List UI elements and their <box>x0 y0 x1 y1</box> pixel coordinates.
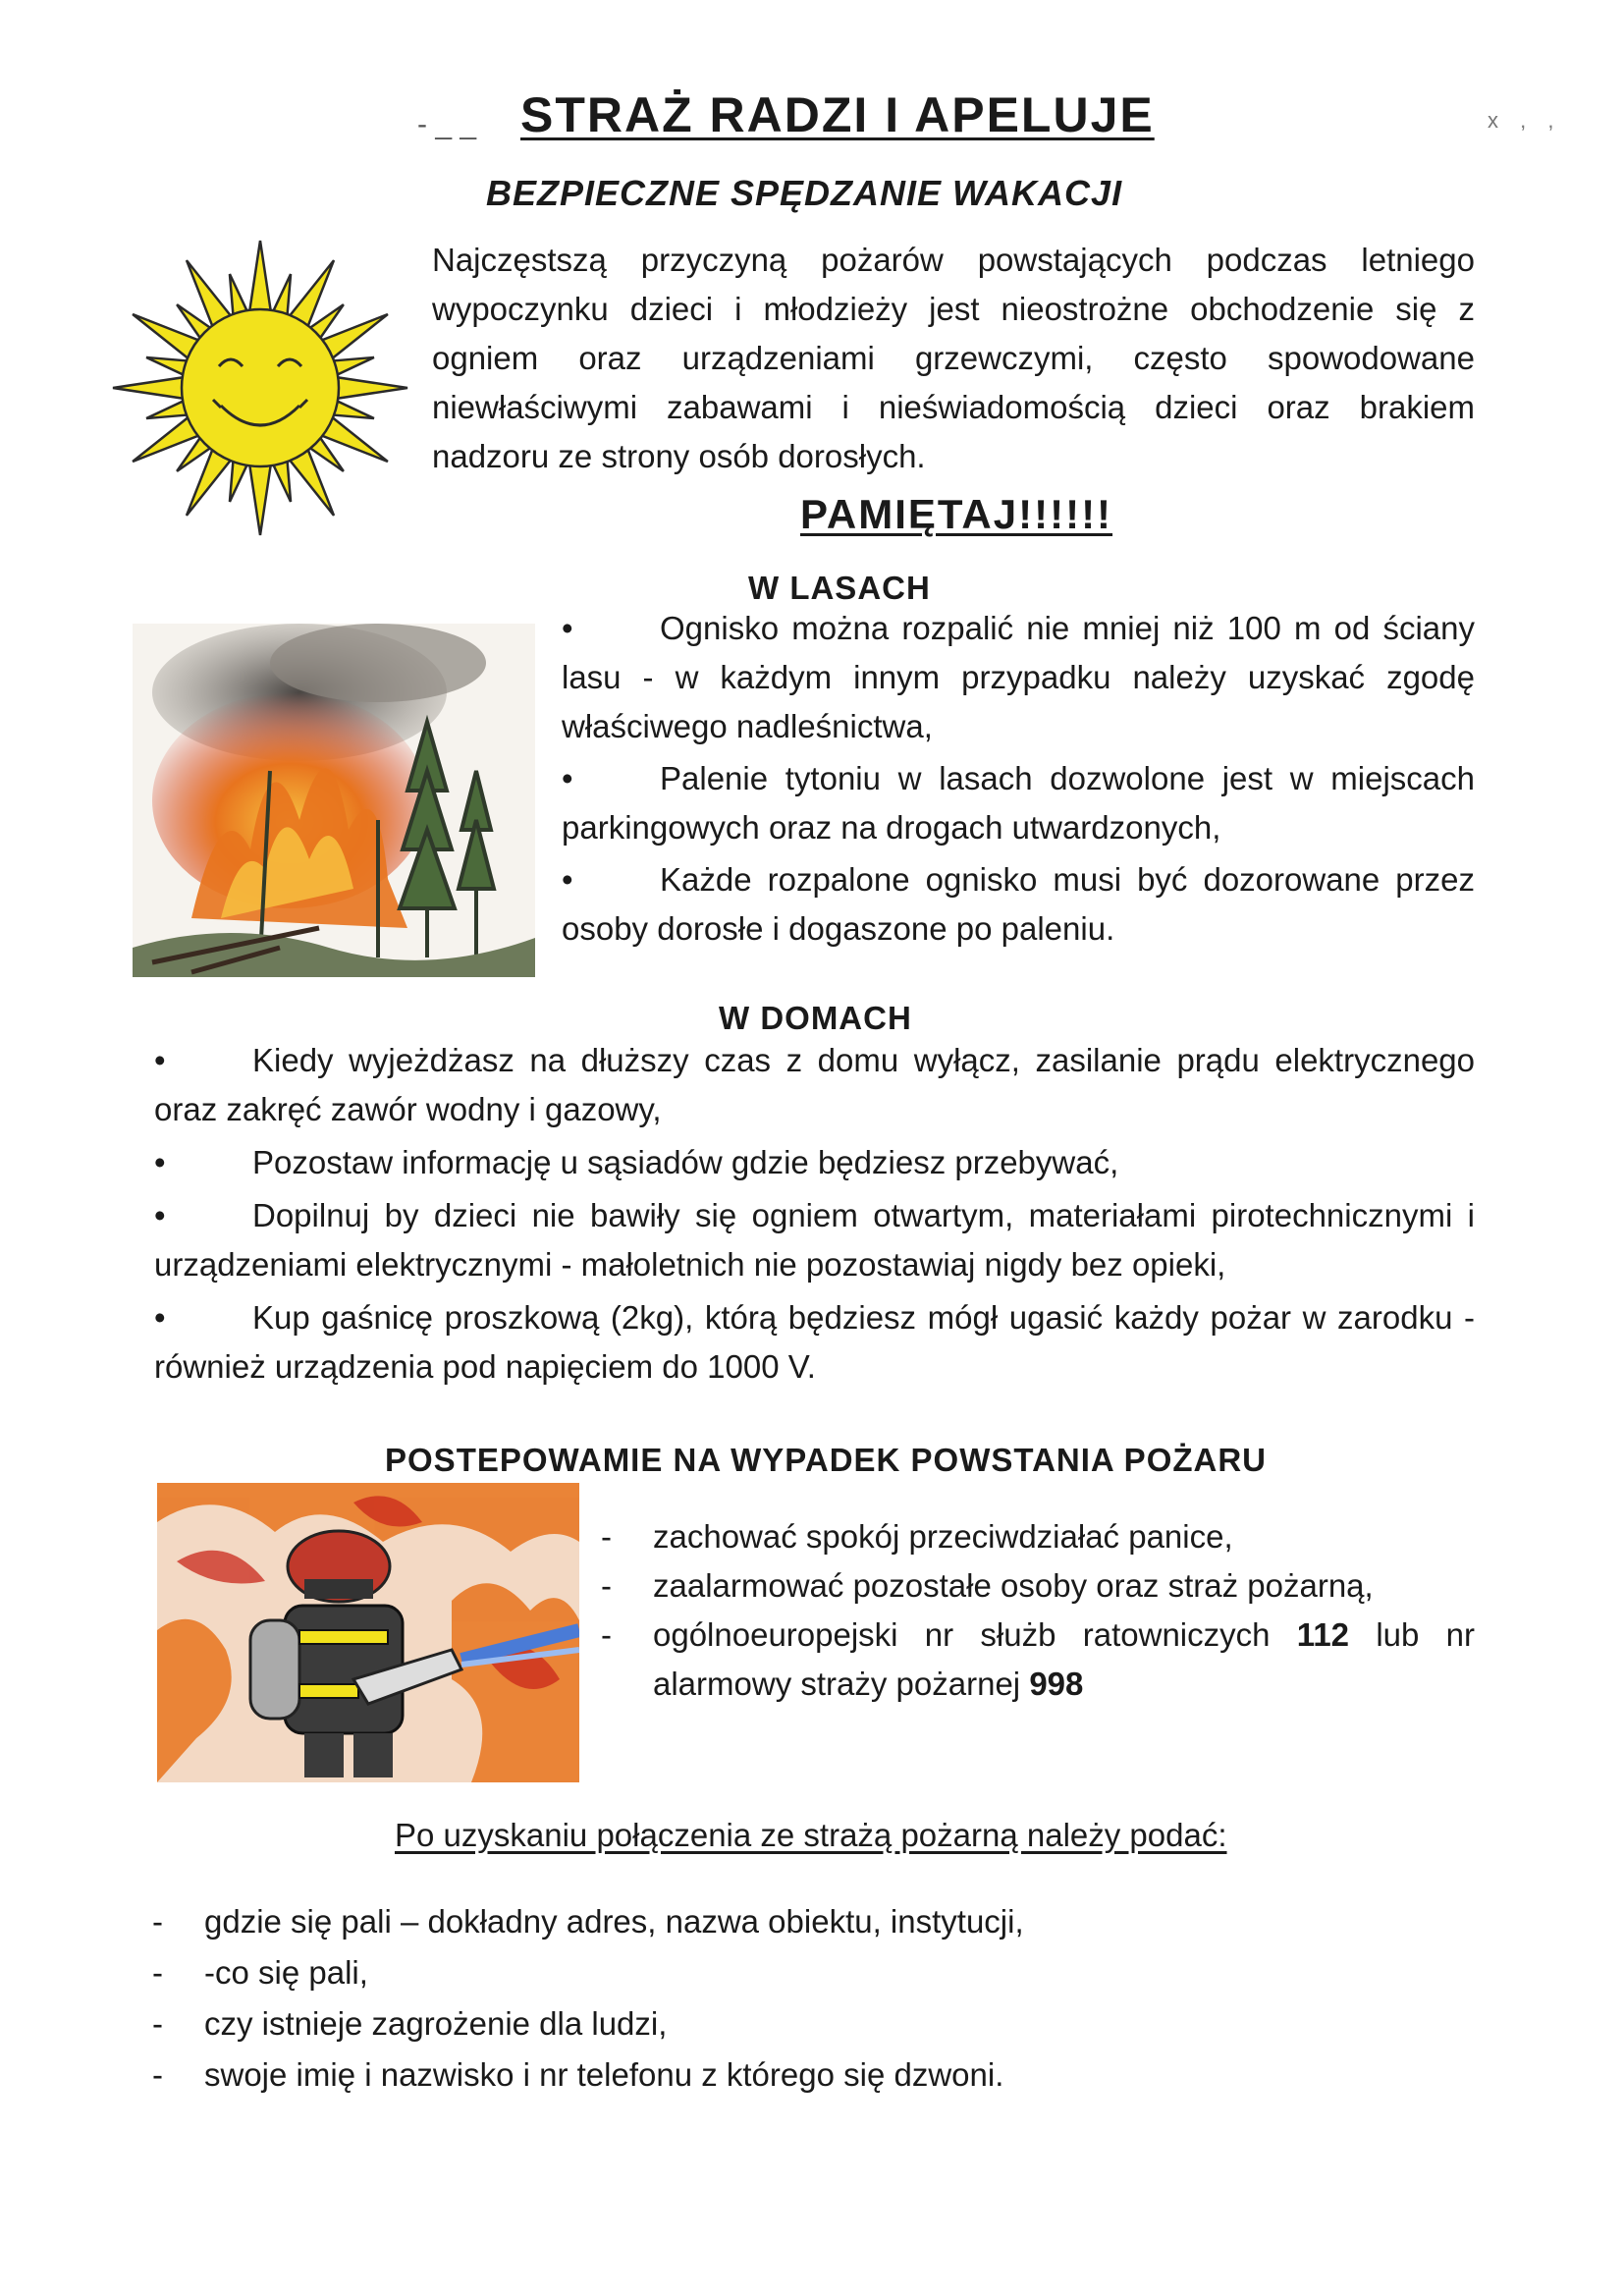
list-item: • Kup gaśnicę proszkową (2kg), którą będziesz mógł ugasić każdy pożar w zarodku - również urządzenia pod napięciem do 1000 V. <box>154 1293 1475 1392</box>
list-item: - -co się pali, <box>152 1948 1330 1997</box>
emergency-number-112: 112 <box>1296 1616 1350 1653</box>
bullet-icon: • <box>562 610 573 646</box>
list-item: - zachować spokój przeciwdziałać panice, <box>601 1512 1475 1561</box>
list-item: - zaalarmować pozostałe osoby oraz straż pożarną, <box>601 1561 1475 1611</box>
page-subtitle: BEZPIECZNE SPĘDZANIE WAKACJI <box>486 173 1123 213</box>
fire-procedure-list <box>601 1512 1475 1709</box>
forest-fire-illustration <box>133 624 535 977</box>
dash-bullet: - <box>601 1567 612 1604</box>
at-home-list <box>154 1036 1475 1395</box>
list-item: - ogólnoeuropejski nr służb ratowniczych 112 lub nr alarmowy straży pożarnej 998 <box>601 1611 1475 1709</box>
bullet-icon: • <box>562 760 573 796</box>
dash-bullet: - <box>152 2056 163 2093</box>
smiling-sun-illustration <box>108 236 412 540</box>
remember-heading: PAMIĘTAJ!!!!!! <box>800 491 1113 537</box>
firefighter-illustration <box>157 1483 579 1782</box>
fire-service-number-998: 998 <box>1029 1666 1084 1702</box>
intro-paragraph: Najczęstszą przyczyną pożarów powstających podczas letniego wypoczynku dzieci i młodzieży jest nieostrożne obchodzenie się z ogniem oraz urządzeniami grzewczymi, często spowodowane niewłaściwymi zabawami i nieświadomością dzieci oraz brakiem nadzoru ze strony osób dorosłych. <box>432 242 1475 474</box>
list-item: - czy istnieje zagrożenie dla ludzi, <box>152 1999 1330 2049</box>
in-forests-heading: W LASACH <box>748 570 931 606</box>
list-item: • Palenie tytoniu w lasach dozwolone jest w miejscach parkingowych oraz na drogach utwardzonych, <box>562 754 1475 852</box>
dash-bullet: - <box>152 2005 163 2042</box>
page-title: STRAŻ RADZI I APELUJE <box>520 87 1155 142</box>
list-item: • Pozostaw informację u sąsiadów gdzie będziesz przebywać, <box>154 1138 1475 1187</box>
list-item: • Każde rozpalone ognisko musi być dozorowane przez osoby dorosłe i dogaszone po paleniu. <box>562 855 1475 954</box>
after-call-heading: Po uzyskaniu połączenia ze strażą pożarną należy podać: <box>395 1817 1227 1853</box>
dash-bullet: - <box>601 1518 612 1555</box>
fire-procedure-heading: POSTEPOWAMIE NA WYPADEK POWSTANIA POŻARU <box>385 1442 1268 1478</box>
bullet-icon: • <box>154 1042 166 1078</box>
in-forests-list <box>562 604 1475 957</box>
list-item: • Dopilnuj by dzieci nie bawiły się ogniem otwartym, materiałami pirotechnicznymi i urządzeniami elektrycznymi - małoletnich nie pozostawiaj nigdy bez opieki, <box>154 1191 1475 1289</box>
list-item: - gdzie się pali – dokładny adres, nazwa obiektu, instytucji, <box>152 1897 1330 1946</box>
bullet-icon: • <box>154 1197 166 1233</box>
corner-scan-marks: x , , <box>1488 108 1562 133</box>
after-call-list <box>152 1897 1330 2102</box>
list-item: • Kiedy wyjeżdżasz na dłuższy czas z domu wyłącz, zasilanie prądu elektrycznego oraz zakręć zawór wodny i gazowy, <box>154 1036 1475 1134</box>
bullet-icon: • <box>562 861 573 898</box>
bullet-icon: • <box>154 1299 166 1336</box>
bullet-icon: • <box>154 1144 166 1180</box>
list-item: • Ognisko można rozpalić nie mniej niż 100 m od ściany lasu - w każdym innym przypadku należy uzyskać zgodę właściwego nadleśnictwa, <box>562 604 1475 751</box>
dash-bullet: - <box>152 1903 163 1940</box>
at-home-heading: W DOMACH <box>719 1000 912 1036</box>
title-scan-marks: - _ _ <box>417 108 477 140</box>
list-item: - swoje imię i nazwisko i nr telefonu z którego się dzwoni. <box>152 2050 1330 2100</box>
dash-bullet: - <box>601 1616 612 1653</box>
dash-bullet: - <box>152 1954 163 1991</box>
